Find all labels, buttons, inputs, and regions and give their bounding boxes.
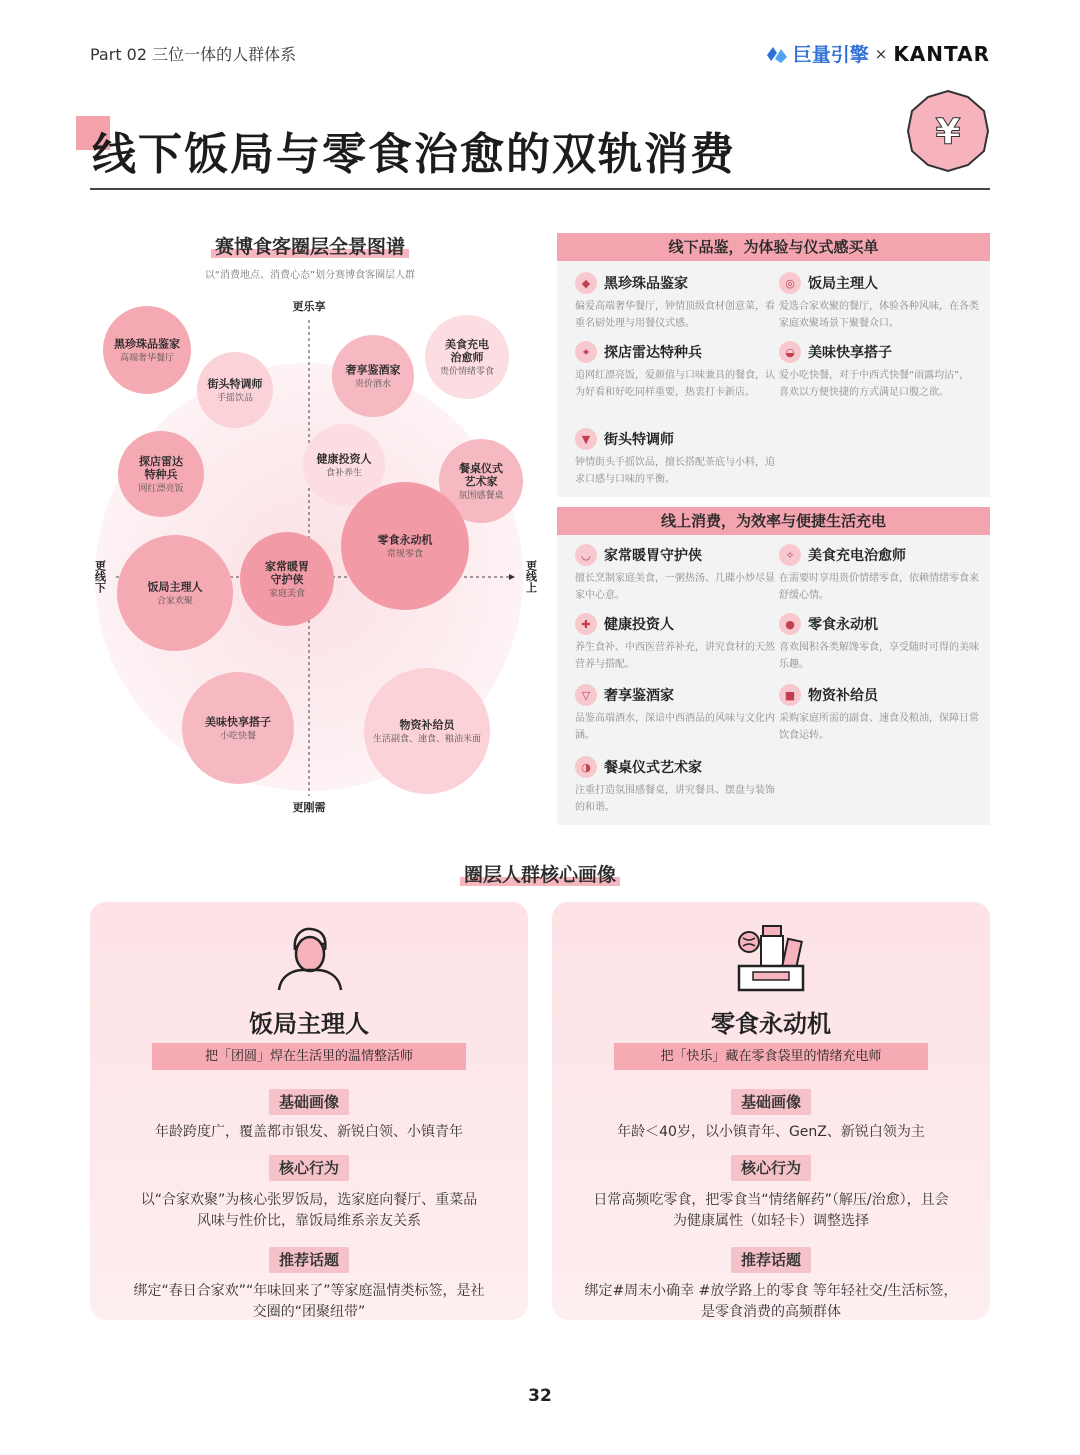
yen-symbol: ¥ xyxy=(935,112,961,153)
burger-icon: ◒ xyxy=(779,341,801,363)
offline-item-desc: 爱小吃快餐，对于中西式快餐“雨露均沾”，喜欢以方便快捷的方式满足口腹之欲。 xyxy=(779,370,970,398)
topic-text: 绑定#周末小确幸 #放学路上的零食 等年轻社交/生活标签，是零食消费的高频群体 xyxy=(584,1283,958,1320)
offline-item-desc: 钟情街头手摇饮品，擅长搭配茶底与小料，追求口感与口味的平衡。 xyxy=(575,457,775,485)
segment-bubble xyxy=(182,672,294,784)
snack-box-icon xyxy=(733,920,809,996)
online-item-chongdian xyxy=(779,543,979,604)
core-behavior-text: 以“合家欢聚”为核心张罗饭局，选家庭向餐厅、重菜品风味与性价比，靠饭局维系亲友关系 xyxy=(140,1192,478,1229)
axis-bottom-label: 更刚需 xyxy=(292,801,326,814)
offline-item-kuaixiang xyxy=(779,340,979,401)
wine-glass-icon: ▽ xyxy=(575,684,597,706)
offline-item-name: 美味快享搭子 xyxy=(808,345,892,361)
logo-separator: × xyxy=(874,44,888,63)
card-tagline: 把「快乐」藏在零食袋里的情绪充电师 xyxy=(614,1043,928,1070)
bubble-subtitle: 高端奢华餐厅 xyxy=(119,353,175,364)
segment-bubble xyxy=(197,352,273,428)
segment-bubble xyxy=(332,335,414,417)
bubble-name: 特种兵 xyxy=(144,468,178,481)
basic-profile-chip: 基础画像 xyxy=(731,1089,811,1115)
bubble-subtitle: 家庭美食 xyxy=(268,589,306,599)
online-item-jiachang xyxy=(575,543,775,604)
online-item-desc: 擅长烹制家庭美食，一粥热汤、几碟小炒尽显家中心意。 xyxy=(575,573,775,601)
bubble-subtitle: 氛围感餐桌 xyxy=(458,491,504,501)
offline-item-tediao xyxy=(575,427,775,488)
online-item-name: 美食充电治愈师 xyxy=(808,548,906,564)
section-label: Part 02 三位一体的人群体系 xyxy=(90,45,297,64)
topic-chip: 推荐话题 xyxy=(731,1247,811,1273)
online-panel-heading: 线上消费，为效率与便捷生活充电 xyxy=(557,507,990,535)
portrait-title-text: 圈层人群核心画像 xyxy=(460,864,620,886)
online-item-desc: 喜欢囤积各类解馋零食，享受随时可得的美味乐趣。 xyxy=(779,642,979,670)
person-icon xyxy=(271,920,347,996)
card-name: 零食永动机 xyxy=(711,1010,831,1038)
online-item-name: 物资补给员 xyxy=(808,688,878,704)
diamond-icon: ◆ xyxy=(575,272,597,294)
snack-icon: ● xyxy=(779,613,801,635)
online-item-name: 零食永动机 xyxy=(808,617,878,633)
online-panel xyxy=(557,535,990,825)
ocean-engine-icon xyxy=(765,43,789,65)
ocean-engine-text: 巨量引擎 xyxy=(792,44,869,66)
basic-profile-chip: 基础画像 xyxy=(269,1089,349,1115)
offline-panel-heading: 线下品鉴，为体验与仪式感买单 xyxy=(557,233,990,261)
online-item-name: 奢享鉴酒家 xyxy=(604,688,674,704)
offline-item-name: 街头特调师 xyxy=(604,432,674,448)
card-tagline: 把「团圆」焊在生活里的温情整活师 xyxy=(152,1043,466,1070)
bubble-subtitle: 食补养生 xyxy=(325,468,363,479)
topic-text: 绑定“春日合家欢”“年味回来了”等家庭温情类标签，是社交圈的“团聚纽带” xyxy=(133,1283,485,1320)
bubble-name: 黑珍珠品鉴家 xyxy=(114,337,180,351)
map-title xyxy=(90,232,530,259)
bubble-subtitle: 小吃快餐 xyxy=(219,731,257,742)
axis-right-label: 更线上 xyxy=(524,560,538,593)
segment-map xyxy=(88,290,538,820)
offline-item-name: 探店雷达特种兵 xyxy=(604,345,702,361)
bubble-subtitle: 网红漂亮饭 xyxy=(138,484,184,494)
online-item-buji xyxy=(779,683,979,744)
bubble-subtitle: 生活副食、速食、粮油米面 xyxy=(372,734,482,745)
ocean-engine-logo xyxy=(765,40,869,67)
bubble-name: 餐桌仪式 xyxy=(459,462,503,475)
bubble-name: 美味快享搭子 xyxy=(205,715,271,729)
portrait-card-fanju xyxy=(90,902,528,1320)
bubble-name: 健康投资人 xyxy=(316,452,372,466)
bubble-name: 饭局主理人 xyxy=(147,580,203,594)
online-item-jiankang xyxy=(575,612,775,673)
online-item-canzhuo xyxy=(575,755,775,816)
online-item-desc: 采购家庭所需的副食、速食及粮油，保障日常饮食运转。 xyxy=(779,713,979,741)
bubble-name: 治愈师 xyxy=(450,351,484,364)
segment-bubble xyxy=(118,431,204,517)
bubble-subtitle: 贵价情绪零食 xyxy=(439,367,495,377)
bubble-name: 街头特调师 xyxy=(207,377,263,391)
offline-item-name: 饭局主理人 xyxy=(808,276,878,292)
offline-item-desc: 偏爱高端奢华餐厅，钟情顶级食材创意菜，看重名厨处理与用餐仪式感。 xyxy=(575,301,775,329)
topic-chip: 推荐话题 xyxy=(269,1247,349,1273)
page-title: 线下饭局与零食治愈的双轨消费 xyxy=(92,129,736,180)
online-item-desc: 品鉴高端酒水，深谙中西酒品的风味与文化内涵。 xyxy=(575,713,775,741)
bubble-name: 家常暖胃 xyxy=(265,560,309,573)
drink-cup-icon: ▼ xyxy=(575,428,597,450)
offline-item-fanju xyxy=(779,271,979,332)
segment-bubble xyxy=(103,306,191,394)
offline-item-heizhenzhu xyxy=(575,271,775,332)
offline-panel xyxy=(557,261,990,497)
online-item-desc: 注重打造氛围感餐桌，讲究餐具、摆盘与装饰的和谐。 xyxy=(575,785,775,813)
core-behavior-text: 日常高频吃零食，把零食当“情绪解药”（解压/治愈），且会为健康属性（如轻卡）调整选择 xyxy=(593,1192,949,1229)
segment-bubble xyxy=(117,535,233,651)
online-item-desc: 在需要时享用贵价情绪零食，依赖情绪零食来舒缓心情。 xyxy=(779,573,979,601)
title-divider xyxy=(90,188,990,190)
axis-left-label: 更线下 xyxy=(93,560,107,593)
basic-profile-text: 年龄＜40岁，以小镇青年、GenZ、新锐白领为主 xyxy=(617,1124,925,1140)
bubble-subtitle: 贵价酒水 xyxy=(354,379,392,390)
bowl-icon: ◡ xyxy=(575,544,597,566)
bubble-subtitle: 常规零食 xyxy=(386,549,424,560)
basic-profile-text: 年龄跨度广，覆盖都市银发、新锐白领、小镇青年 xyxy=(155,1124,463,1140)
dining-table-icon: ◎ xyxy=(779,272,801,294)
segment-bubble xyxy=(425,315,509,399)
map-subtitle: 以“消费地点、消费心态”划分赛博食客圈层人群 xyxy=(204,270,416,281)
health-icon: ✚ xyxy=(575,613,597,635)
map-title-text: 赛博食客圈层全景图谱 xyxy=(211,236,409,258)
core-behavior-chip: 核心行为 xyxy=(269,1155,349,1181)
candy-icon: ✧ xyxy=(779,544,801,566)
online-item-name: 餐桌仪式艺术家 xyxy=(604,760,702,776)
bubble-name: 美食充电 xyxy=(445,338,489,351)
offline-item-name: 黑珍珠品鉴家 xyxy=(604,276,688,292)
core-behavior-chip: 核心行为 xyxy=(731,1155,811,1181)
segment-bubble xyxy=(240,532,334,626)
kantar-logo: KANTAR xyxy=(893,41,990,66)
bubble-name: 零食永动机 xyxy=(377,533,433,547)
bubble-name: 探店雷达 xyxy=(139,455,183,468)
page-number: 32 xyxy=(528,1386,552,1406)
bubble-name: 守护侠 xyxy=(270,573,304,586)
offline-item-tandian xyxy=(575,340,775,401)
bubble-name: 奢享鉴酒家 xyxy=(345,363,401,377)
grocery-bag-icon: ■ xyxy=(779,684,801,706)
online-item-desc: 养生食补、中西医营养补充，讲究食材的天然营养与搭配。 xyxy=(575,642,775,670)
yen-badge-icon xyxy=(905,88,991,174)
bubble-name: 物资补给员 xyxy=(399,718,455,732)
offline-item-desc: 追网红漂亮饭，爱颜值与口味兼具的餐食，认为好看和好吃同样重要，热衷打卡新店。 xyxy=(575,370,775,398)
online-item-name: 健康投资人 xyxy=(604,617,674,633)
online-item-jianjiu xyxy=(575,683,775,744)
plate-icon: ◑ xyxy=(575,756,597,778)
online-item-lingshi xyxy=(779,612,979,673)
radar-icon: ✦ xyxy=(575,341,597,363)
bubble-subtitle: 手摇饮品 xyxy=(216,393,254,404)
bubble-subtitle: 合家欢聚 xyxy=(156,596,194,607)
card-name: 饭局主理人 xyxy=(249,1010,369,1038)
offline-item-desc: 爱选合家欢聚的餐厅，体验各种风味，在各类家庭欢聚场景下聚餐众口。 xyxy=(779,301,979,329)
portrait-card-lingshi xyxy=(552,902,990,1320)
portrait-title xyxy=(90,860,990,887)
segment-bubble xyxy=(341,482,469,610)
axis-top-label: 更乐享 xyxy=(292,300,326,313)
online-item-name: 家常暖胃守护侠 xyxy=(604,548,702,564)
brand-logos xyxy=(765,40,990,67)
bubble-name: 艺术家 xyxy=(464,475,498,488)
segment-bubble xyxy=(364,668,490,794)
